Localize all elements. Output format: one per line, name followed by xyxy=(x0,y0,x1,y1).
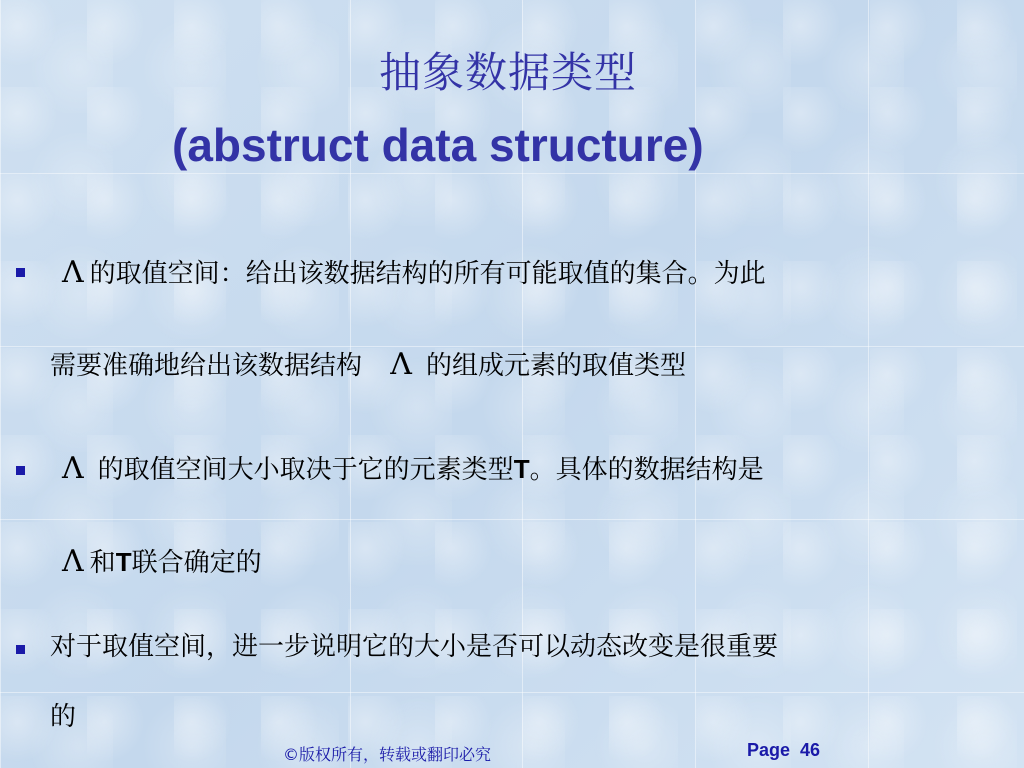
copyright-notice: ©版权所有，转载或翻印必究 xyxy=(283,745,492,764)
lambda-symbol: Λ xyxy=(62,255,84,290)
background-grid xyxy=(0,692,1024,693)
bullet-3-line-1: 对于取值空间，进一步说明它的大小是否可以动态改变是很重要 xyxy=(50,632,779,662)
bullet-text: 。具体的数据结构是 xyxy=(529,455,764,485)
lambda-symbol: Λ xyxy=(62,451,84,486)
page-number xyxy=(747,740,820,761)
page-label: Page xyxy=(747,740,791,760)
bullet-text: 的取值空间：给出该数据结构的所有可能取值的集合。为此 xyxy=(89,259,766,289)
bullet-2-line-2 xyxy=(62,545,262,580)
background-grid xyxy=(0,346,1024,347)
bullet-marker xyxy=(16,268,25,277)
background-grid xyxy=(0,173,1024,174)
bullet-2-line-1 xyxy=(62,452,764,487)
bullet-text: 需要准确地给出该数据结构 xyxy=(50,351,363,381)
type-t: T xyxy=(513,454,530,484)
bullet-text: 的组成元素的取值类型 xyxy=(425,351,686,381)
bullet-3-line-2: 的 xyxy=(50,702,77,732)
slide-title-english: (abstruct data structure) xyxy=(172,119,704,171)
bullet-1-line-1 xyxy=(62,256,766,291)
background-grid xyxy=(0,0,1,768)
bullet-text: 和 xyxy=(89,548,116,578)
bullet-1-line-2 xyxy=(50,348,686,383)
bullet-text: 的取值空间大小取决于它的元素类型 xyxy=(97,455,514,485)
background-grid xyxy=(0,519,1024,520)
slide-title-chinese: 抽象数据类型 xyxy=(379,48,638,97)
lambda-symbol: Λ xyxy=(62,544,84,579)
bullet-marker xyxy=(16,466,25,475)
background-grid xyxy=(868,0,869,768)
bullet-marker xyxy=(16,645,25,654)
lambda-symbol: Λ xyxy=(390,347,412,382)
bullet-text: 联合确定的 xyxy=(131,548,262,578)
type-t: T xyxy=(115,547,132,577)
page-number-value: 46 xyxy=(800,740,821,760)
